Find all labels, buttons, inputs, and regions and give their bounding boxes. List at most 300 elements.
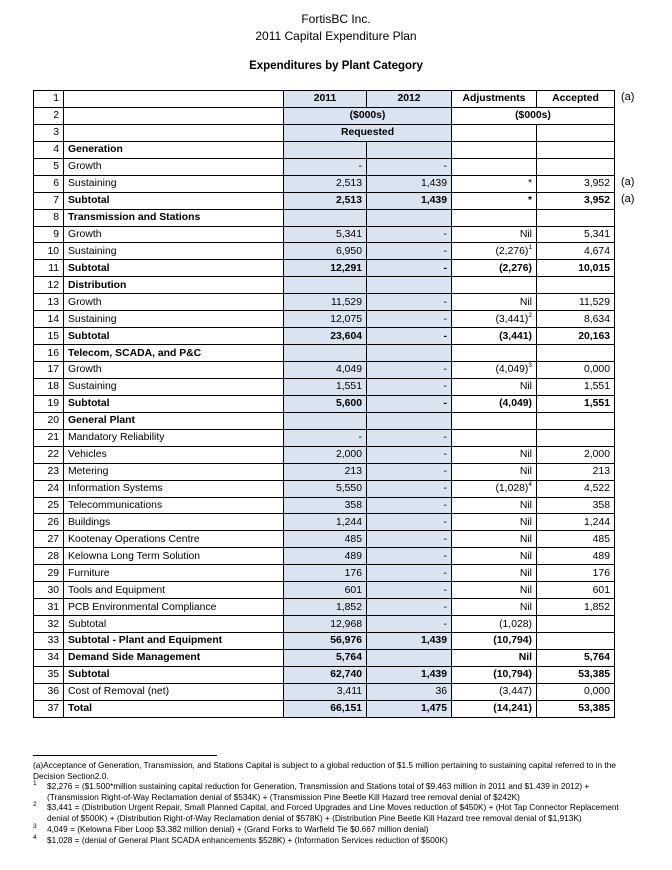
- row-number: 3: [34, 124, 64, 141]
- table-row: [34, 700, 615, 717]
- value-adjustments: [452, 666, 537, 683]
- footnote: [33, 781, 643, 802]
- value-2012: -: [367, 616, 452, 633]
- header-row: [34, 91, 615, 108]
- value-2012: -: [367, 497, 452, 514]
- value-2011: 4,049: [284, 362, 367, 379]
- table-row: [34, 362, 615, 379]
- value-2011: [284, 412, 367, 429]
- table-row: [34, 429, 615, 446]
- adjustment-value: Nil: [519, 296, 532, 308]
- row-number: 28: [34, 548, 64, 565]
- value-accepted: 1,244: [537, 514, 615, 531]
- row-number: 10: [34, 243, 64, 260]
- value-2011: 6,950: [284, 243, 367, 260]
- value-2012: -: [367, 531, 452, 548]
- value-2012: -: [367, 463, 452, 480]
- value-accepted: 10,015: [537, 260, 615, 277]
- row-label: Distribution: [64, 277, 284, 294]
- value-accepted: 485: [537, 531, 615, 548]
- value-2012: -: [367, 565, 452, 582]
- row-number: 13: [34, 294, 64, 311]
- value-2012: -: [367, 362, 452, 379]
- value-2012: -: [367, 446, 452, 463]
- adjustment-value: (14,241): [493, 703, 532, 715]
- adjustment-value: Nil: [518, 652, 532, 664]
- value-2012: [367, 277, 452, 294]
- row-number: 4: [34, 141, 64, 158]
- requested-row: [34, 124, 615, 141]
- row-label: Sustaining: [64, 311, 284, 328]
- value-2012: -: [367, 260, 452, 277]
- row-number: 8: [34, 209, 64, 226]
- value-2011: 66,151: [284, 700, 367, 717]
- value-accepted: [537, 412, 615, 429]
- value-adjustments: [452, 531, 537, 548]
- row-number: 5: [34, 158, 64, 175]
- row-number: 34: [34, 649, 64, 666]
- value-2011: -: [284, 158, 367, 175]
- row-label: Information Systems: [64, 480, 284, 497]
- value-accepted: 0,000: [537, 683, 615, 700]
- table-row: [34, 616, 615, 633]
- empty-cell: [452, 124, 537, 141]
- value-2012: 1,439: [367, 192, 452, 209]
- adjustment-value: Nil: [519, 466, 532, 478]
- row-label: Subtotal: [64, 395, 284, 412]
- adjustment-value: (1,028): [495, 483, 529, 495]
- row-label: Growth: [64, 294, 284, 311]
- row-label: Subtotal - Plant and Equipment: [64, 633, 284, 650]
- footnote-marker: 2: [33, 801, 37, 808]
- row-label: General Plant: [64, 412, 284, 429]
- row-label: Subtotal: [64, 260, 284, 277]
- row-label: Tools and Equipment: [64, 582, 284, 599]
- value-2012: [367, 412, 452, 429]
- value-adjustments: [452, 328, 537, 345]
- value-adjustments: [452, 192, 537, 209]
- value-2011: 62,740: [284, 666, 367, 683]
- table-row: [34, 209, 615, 226]
- value-adjustments: [452, 649, 537, 666]
- row-number: 18: [34, 378, 64, 395]
- value-2012: [367, 345, 452, 362]
- value-accepted: 3,952: [537, 175, 615, 192]
- row-label: Total: [64, 700, 284, 717]
- value-accepted: 4,522: [537, 480, 615, 497]
- table-row: [34, 531, 615, 548]
- row-number: 2: [34, 107, 64, 124]
- value-2011: 56,976: [284, 633, 367, 650]
- value-accepted: 11,529: [537, 294, 615, 311]
- adjustment-value: (4,049): [495, 364, 529, 376]
- row-label: Growth: [64, 158, 284, 175]
- value-accepted: 601: [537, 582, 615, 599]
- row-label: Growth: [64, 226, 284, 243]
- table-row: [34, 311, 615, 328]
- footnote-marker: 4: [33, 834, 37, 841]
- row-number: 9: [34, 226, 64, 243]
- adjustment-value: (3,447): [499, 686, 532, 698]
- value-adjustments: [452, 683, 537, 700]
- row-label: [64, 107, 284, 124]
- value-2012: 1,439: [367, 175, 452, 192]
- value-adjustments: [452, 209, 537, 226]
- adjustment-value: (2,276): [495, 245, 529, 257]
- value-2011: 1,244: [284, 514, 367, 531]
- row-label: Telecom, SCADA, and P&C: [64, 345, 284, 362]
- value-adjustments: [452, 514, 537, 531]
- col-2011-header: 2011: [284, 91, 367, 108]
- footnote-rule: [33, 755, 217, 756]
- footnote-text: $1,028 = (denial of General Plant SCADA enhancements $528K) + (Information Services reduction of $500K): [47, 835, 448, 845]
- value-2012: -: [367, 429, 452, 446]
- value-2012: -: [367, 158, 452, 175]
- table-row: [34, 345, 615, 362]
- footnote-text: $2,276 = ($1.500*million sustaining capital reduction for Generation, Transmission and Stations total of $9.463 million in 2011 and $1.439 in 2012) + (Transmission Right-of-Way Reclamation denial of $534K) + (Transmission Pine Beetle Kill Hazard tree removal denial of $242K): [47, 781, 590, 802]
- adjustment-value: Nil: [519, 567, 532, 579]
- row-number: 21: [34, 429, 64, 446]
- table-row: [34, 260, 615, 277]
- table-row: [34, 328, 615, 345]
- units-row: [34, 107, 615, 124]
- table-row: [34, 226, 615, 243]
- adjustment-value: *: [527, 178, 532, 190]
- row-number: 33: [34, 633, 64, 650]
- value-adjustments: [452, 497, 537, 514]
- row-number: 6: [34, 175, 64, 192]
- value-accepted: 4,674: [537, 243, 615, 260]
- value-2012: -: [367, 514, 452, 531]
- value-adjustments: [452, 548, 537, 565]
- value-2012: -: [367, 226, 452, 243]
- row-number: 32: [34, 616, 64, 633]
- row-number: 36: [34, 683, 64, 700]
- value-2012: [367, 649, 452, 666]
- table-row: [34, 158, 615, 175]
- value-2012: -: [367, 599, 452, 616]
- value-adjustments: [452, 277, 537, 294]
- row-label: PCB Environmental Compliance: [64, 599, 284, 616]
- row-label: Growth: [64, 362, 284, 379]
- side-note-a: (a): [621, 91, 635, 103]
- table-row: [34, 463, 615, 480]
- value-accepted: [537, 345, 615, 362]
- value-2011: 213: [284, 463, 367, 480]
- table-row: [34, 446, 615, 463]
- value-accepted: 8,634: [537, 311, 615, 328]
- value-2011: 23,604: [284, 328, 367, 345]
- adjustment-value: Nil: [519, 499, 532, 511]
- row-number: 24: [34, 480, 64, 497]
- value-accepted: 0,000: [537, 362, 615, 379]
- row-label: Sustaining: [64, 175, 284, 192]
- value-2011: 601: [284, 582, 367, 599]
- table-row: [34, 565, 615, 582]
- value-2011: 2,513: [284, 175, 367, 192]
- row-label: Sustaining: [64, 378, 284, 395]
- value-adjustments: [452, 260, 537, 277]
- footnote-ref: 3: [528, 362, 532, 370]
- table-row: [34, 175, 615, 192]
- table-title: Expenditures by Plant Category: [249, 60, 423, 72]
- requested-label: Requested: [284, 124, 452, 141]
- table-row: [34, 497, 615, 514]
- footnote: [33, 760, 643, 781]
- table-row: [34, 599, 615, 616]
- table-row: [34, 582, 615, 599]
- value-2012: 36: [367, 683, 452, 700]
- row-label: Mandatory Reliability: [64, 429, 284, 446]
- value-accepted: [537, 141, 615, 158]
- value-2011: 5,600: [284, 395, 367, 412]
- row-number: 1: [34, 91, 64, 108]
- value-adjustments: [452, 311, 537, 328]
- table-row: [34, 192, 615, 209]
- row-number: 12: [34, 277, 64, 294]
- table-row: [34, 243, 615, 260]
- value-2012: 1,439: [367, 666, 452, 683]
- value-accepted: 53,385: [537, 700, 615, 717]
- row-label: Cost of Removal (net): [64, 683, 284, 700]
- value-accepted: 213: [537, 463, 615, 480]
- adjustment-value: (3,441): [495, 313, 529, 325]
- value-adjustments: [452, 565, 537, 582]
- footnote-marker: 3: [33, 823, 37, 830]
- row-label: Subtotal: [64, 328, 284, 345]
- value-adjustments: [452, 446, 537, 463]
- footnote: [33, 835, 643, 846]
- requested-units: ($000s): [284, 107, 452, 124]
- value-2011: 5,764: [284, 649, 367, 666]
- row-number: 11: [34, 260, 64, 277]
- value-2012: -: [367, 378, 452, 395]
- adjustment-value: (4,049): [499, 398, 532, 410]
- adjustment-value: (10,794): [493, 669, 532, 681]
- value-accepted: 5,341: [537, 226, 615, 243]
- value-adjustments: [452, 480, 537, 497]
- value-accepted: 489: [537, 548, 615, 565]
- value-2011: 2,513: [284, 192, 367, 209]
- row-label: Transmission and Stations: [64, 209, 284, 226]
- row-number: 7: [34, 192, 64, 209]
- value-accepted: 5,764: [537, 649, 615, 666]
- col-adjustments-header: Adjustments: [452, 91, 537, 108]
- table-row: [34, 395, 615, 412]
- table-row: [34, 412, 615, 429]
- row-label: Generation: [64, 141, 284, 158]
- value-2011: 12,075: [284, 311, 367, 328]
- value-2011: 12,968: [284, 616, 367, 633]
- row-number: 22: [34, 446, 64, 463]
- value-2012: 1,439: [367, 633, 452, 650]
- footnote-ref: 1: [528, 243, 532, 251]
- value-2011: 11,529: [284, 294, 367, 311]
- value-2012: -: [367, 328, 452, 345]
- value-2011: 5,550: [284, 480, 367, 497]
- value-adjustments: [452, 226, 537, 243]
- value-accepted: [537, 633, 615, 650]
- row-number: 15: [34, 328, 64, 345]
- value-2012: [367, 141, 452, 158]
- footnote-text: 4,049 = (Kelowna Fiber Loop $3.382 million denial) + (Grand Forks to Warfield Tie $0.667 million denial): [47, 824, 429, 834]
- value-2012: -: [367, 395, 452, 412]
- row-number: 23: [34, 463, 64, 480]
- table-row: [34, 141, 615, 158]
- row-label: Kelowna Long Term Solution: [64, 548, 284, 565]
- side-note-a: (a): [621, 175, 635, 188]
- row-number: 25: [34, 497, 64, 514]
- value-accepted: 1,551: [537, 378, 615, 395]
- value-accepted: 1,551: [537, 395, 615, 412]
- footnote-marker: 1: [33, 780, 37, 787]
- adjustment-value: Nil: [519, 601, 532, 613]
- value-adjustments: [452, 412, 537, 429]
- value-accepted: 176: [537, 565, 615, 582]
- value-2011: [284, 345, 367, 362]
- value-2011: 12,291: [284, 260, 367, 277]
- adjustment-value: Nil: [519, 584, 532, 596]
- table-row: [34, 514, 615, 531]
- value-adjustments: [452, 582, 537, 599]
- company-name: FortisBC Inc.: [301, 12, 371, 26]
- row-label: Metering: [64, 463, 284, 480]
- value-accepted: [537, 209, 615, 226]
- footnote-ref: 4: [528, 481, 532, 489]
- row-label: Buildings: [64, 514, 284, 531]
- value-adjustments: [452, 175, 537, 192]
- value-accepted: 53,385: [537, 666, 615, 683]
- value-adjustments: [452, 378, 537, 395]
- value-2012: -: [367, 294, 452, 311]
- value-adjustments: [452, 345, 537, 362]
- row-label: Kootenay Operations Centre: [64, 531, 284, 548]
- value-2012: [367, 209, 452, 226]
- value-accepted: [537, 429, 615, 446]
- value-2011: 5,341: [284, 226, 367, 243]
- value-2011: 2,000: [284, 446, 367, 463]
- value-2011: 1,852: [284, 599, 367, 616]
- value-2011: -: [284, 429, 367, 446]
- value-accepted: [537, 158, 615, 175]
- adjustment-value: Nil: [519, 550, 532, 562]
- row-number: 35: [34, 666, 64, 683]
- value-accepted: [537, 277, 615, 294]
- value-adjustments: [452, 429, 537, 446]
- adjustment-value: Nil: [519, 533, 532, 545]
- row-number: 27: [34, 531, 64, 548]
- table-row: [34, 277, 615, 294]
- accepted-units: ($000s): [452, 107, 615, 124]
- value-2011: 358: [284, 497, 367, 514]
- value-adjustments: [452, 362, 537, 379]
- row-label: Subtotal: [64, 192, 284, 209]
- value-2012: -: [367, 243, 452, 260]
- empty-cell: [537, 124, 615, 141]
- side-note-a: (a): [621, 192, 635, 205]
- value-accepted: 3,952: [537, 192, 615, 209]
- table-row: [34, 294, 615, 311]
- value-2011: [284, 209, 367, 226]
- row-label: Subtotal: [64, 666, 284, 683]
- adjustment-value: Nil: [519, 381, 532, 393]
- capital-expenditure-table: [33, 90, 615, 718]
- row-number: 14: [34, 311, 64, 328]
- footnote-ref: 2: [528, 311, 532, 319]
- row-number: 19: [34, 395, 64, 412]
- row-label: Subtotal: [64, 616, 284, 633]
- row-number: 20: [34, 412, 64, 429]
- row-number: 37: [34, 700, 64, 717]
- table-row: [34, 480, 615, 497]
- value-adjustments: [452, 395, 537, 412]
- adjustment-value: Nil: [519, 516, 532, 528]
- value-adjustments: [452, 294, 537, 311]
- value-2011: [284, 141, 367, 158]
- adjustment-value: (3,441): [499, 330, 532, 342]
- footnote: [33, 824, 643, 835]
- row-number: 30: [34, 582, 64, 599]
- value-adjustments: [452, 243, 537, 260]
- footnote-text: $3,441 = (Distribution Urgent Repair, Small Planned Capital, and Forced Upgrades and Line Moves reduction of $450K) + (Hot Tap Connector Replacement denial of $500K) + (Distribution Right-of-Way Reclamation denial of $578K) + (Distribution Pine Beetle Kill Hazard tree removal denial of $1,913K): [47, 802, 619, 823]
- value-accepted: 358: [537, 497, 615, 514]
- col-accepted-header: Accepted: [537, 91, 615, 108]
- value-adjustments: [452, 463, 537, 480]
- row-label: Furniture: [64, 565, 284, 582]
- value-accepted: 2,000: [537, 446, 615, 463]
- value-2012: -: [367, 311, 452, 328]
- adjustment-value: Nil: [519, 228, 532, 240]
- value-adjustments: [452, 616, 537, 633]
- table-row: [34, 649, 615, 666]
- value-2011: 176: [284, 565, 367, 582]
- value-2011: 489: [284, 548, 367, 565]
- value-2012: -: [367, 548, 452, 565]
- value-2011: 3,411: [284, 683, 367, 700]
- value-2011: [284, 277, 367, 294]
- value-accepted: 20,163: [537, 328, 615, 345]
- value-accepted: 1,852: [537, 599, 615, 616]
- row-label: Demand Side Management: [64, 649, 284, 666]
- value-adjustments: [452, 599, 537, 616]
- row-label: Vehicles: [64, 446, 284, 463]
- col-2012-header: 2012: [367, 91, 452, 108]
- table-row: [34, 633, 615, 650]
- value-adjustments: [452, 158, 537, 175]
- value-adjustments: [452, 633, 537, 650]
- row-number: 26: [34, 514, 64, 531]
- row-number: 29: [34, 565, 64, 582]
- value-adjustments: [452, 700, 537, 717]
- adjustment-value: Nil: [519, 449, 532, 461]
- value-2011: 1,551: [284, 378, 367, 395]
- adjustment-value: (1,028): [499, 618, 532, 630]
- row-label: Sustaining: [64, 243, 284, 260]
- footnote-text: (a)Acceptance of Generation, Transmission, and Stations Capital is subject to a global reduction of $1.5 million pertaining to sustaining capital referred to in the Decision Section2.0.: [33, 760, 616, 781]
- value-adjustments: [452, 141, 537, 158]
- value-2012: 1,475: [367, 700, 452, 717]
- value-2012: -: [367, 582, 452, 599]
- value-2012: -: [367, 480, 452, 497]
- adjustment-value: (10,794): [493, 635, 532, 647]
- table-row: [34, 683, 615, 700]
- row-number: 31: [34, 599, 64, 616]
- plan-title: 2011 Capital Expenditure Plan: [255, 29, 417, 43]
- row-number: 16: [34, 345, 64, 362]
- row-number: 17: [34, 362, 64, 379]
- row-label: [64, 124, 284, 141]
- table-row: [34, 666, 615, 683]
